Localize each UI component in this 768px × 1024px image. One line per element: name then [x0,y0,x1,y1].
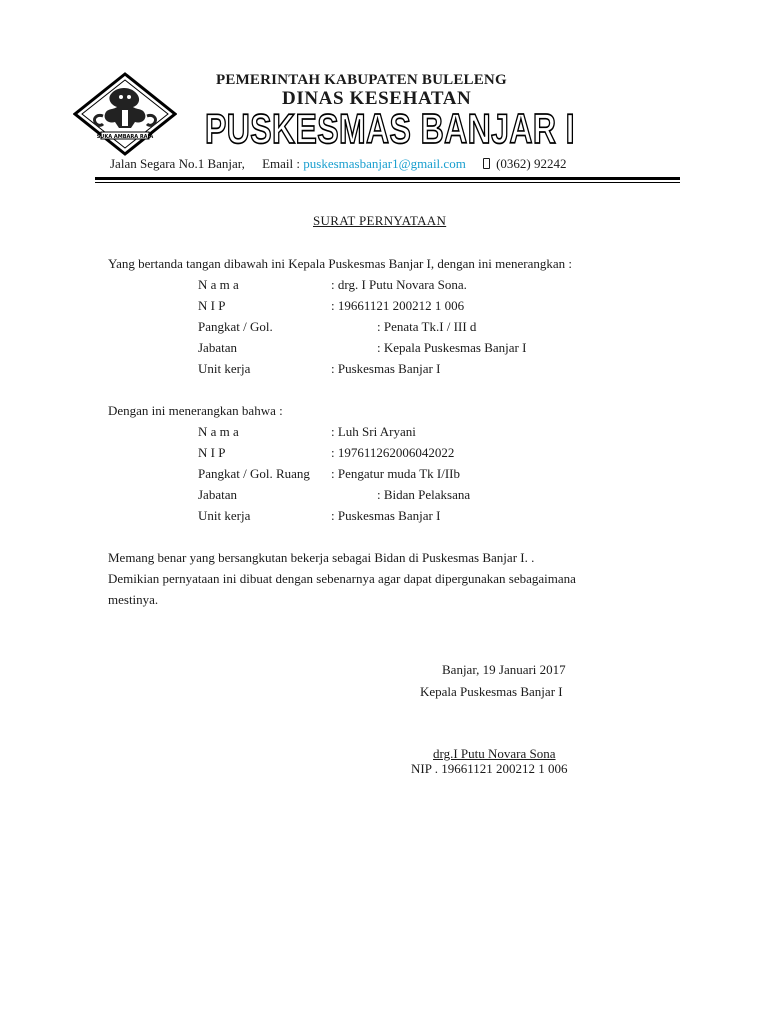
institution-name: PUSKESMAS BANJAR I [205,106,575,153]
subject-position-value: : Bidan Pelaksana [377,487,471,502]
header-rule-thin [95,182,680,183]
subject-name-label: N a m a [198,424,239,439]
signer-rank-label: Pangkat / Gol. [198,319,273,334]
intro-paragraph: Yang bertanda tangan dibawah ini Kepala Puskesmas Banjar I, dengan ini menerangkan : [108,256,573,271]
phone-number: (0362) 92242 [496,156,567,171]
signer-nip-label: N I P [198,298,226,313]
statement-line-1: Memang benar yang bersangkutan bekerja sebagai Bidan di Puskesmas Banjar I. . [108,550,535,565]
email-label: Email : [262,156,301,171]
subject-nip-label: N I P [198,445,226,460]
statement-line-2: Demikian pernyataan ini dibuat dengan sebenarnya agar dapat dipergunakan sebagaimana [108,571,576,586]
subject-position-label: Jabatan [198,487,237,502]
department-name: DINAS KESEHATAN [282,88,472,109]
subject-name-value: : Luh Sri Aryani [331,424,416,439]
email-link[interactable]: puskesmasbanjar1@gmail.com [303,156,466,171]
signer-nip: NIP . 19661121 200212 1 006 [411,761,568,776]
subject-rank-label: Pangkat / Gol. Ruang [198,466,310,481]
header-rule-thick [95,177,680,180]
subject-unit-label: Unit kerja [198,508,251,523]
signer-name: drg.I Putu Novara Sona [433,746,556,761]
statement-line-3: mestinya. [108,592,159,607]
signer-unit-value: : Puskesmas Banjar I [331,361,441,376]
subject-intro: Dengan ini menerangkan bahwa : [108,403,283,418]
subject-unit-value: : Puskesmas Banjar I [331,508,441,523]
signer-nip-value: : 19661121 200212 1 006 [331,298,465,313]
subject-nip-value: : 197611262006042022 [331,445,455,460]
address: Jalan Segara No.1 Banjar, [110,156,245,171]
signer-position-value: : Kepala Puskesmas Banjar I [377,340,527,355]
contact-line [110,156,566,172]
subject-rank-value: : Pengatur muda Tk I/IIb [331,466,461,481]
signer-name-value: : drg. I Putu Novara Sona. [331,277,467,292]
signer-unit-label: Unit kerja [198,361,251,376]
government-name: PEMERINTAH KABUPATEN BULELENG [216,72,507,88]
phone-icon [483,158,490,169]
document-title: SURAT PERNYATAAN [313,213,447,228]
place-date: Banjar, 19 Januari 2017 [442,662,566,677]
signer-position: Kepala Puskesmas Banjar I [420,684,563,699]
signer-position-label: Jabatan [198,340,237,355]
logo-motto: SUKA AMBARA RAJA [96,134,154,140]
signer-rank-value: : Penata Tk.I / III d [377,319,477,334]
signer-name-label: N a m a [198,277,239,292]
regency-logo [73,72,177,156]
coat-of-arms-emblem [73,72,177,156]
